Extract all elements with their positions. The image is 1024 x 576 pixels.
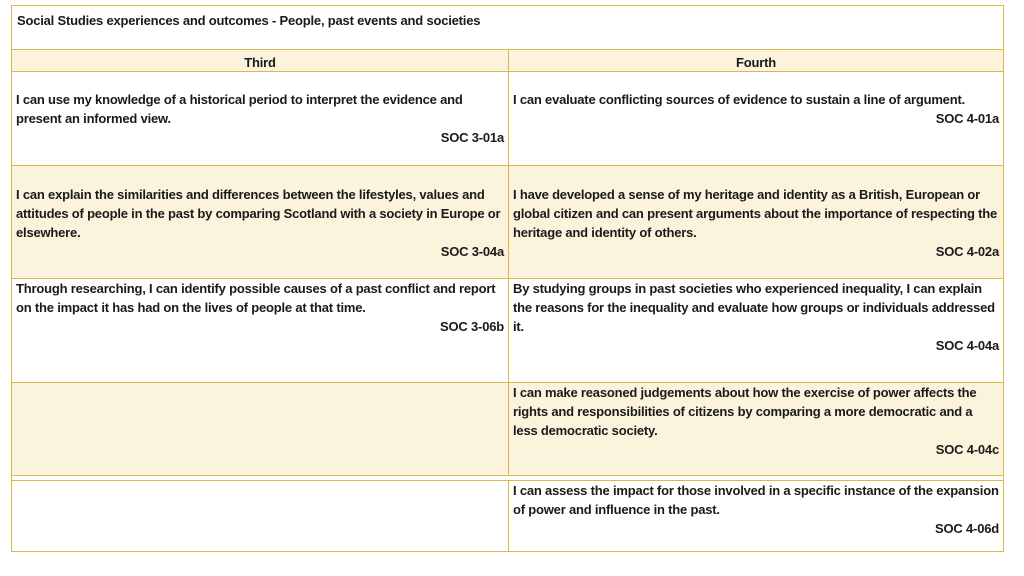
third-cell (12, 72, 509, 165)
column-header-fourth: Fourth (736, 55, 776, 70)
outcomes-table (11, 5, 1004, 552)
table-row (12, 480, 1003, 551)
outcome-text: I can use my knowledge of a historical period to interpret the evidence and present an informed view. (16, 92, 463, 126)
table-row (12, 383, 1003, 476)
outcome-code: SOC 4-06d (935, 521, 999, 536)
outcome-text: I can make reasoned judgements about how the exercise of power affects the rights and responsibilities of citizens by comparing a more democratic and a less democratic society. (513, 385, 977, 438)
third-cell (12, 279, 509, 382)
outcome-text: I can explain the similarities and differences between the lifestyles, values and attitudes of people in the past by comparing Scotland with a society in Europe or elsewhere. (16, 187, 501, 240)
outcome-code: SOC 3-04a (440, 244, 504, 259)
fourth-cell (509, 72, 1003, 165)
column-header-third: Third (12, 50, 509, 71)
fourth-cell (509, 383, 1003, 475)
third-cell (12, 481, 509, 551)
outcome-code: SOC 4-01a (935, 111, 999, 126)
outcome-code: SOC 3-01a (440, 130, 504, 145)
outcome-code: SOC 4-04c (935, 442, 999, 457)
fourth-cell (509, 481, 1003, 551)
third-cell (12, 166, 509, 278)
outcome-text: I have developed a sense of my heritage and identity as a British, European or global citizen and can present arguments about the importance of respecting the heritage and identity of others. (513, 187, 998, 240)
outcome-text: Through researching, I can identify possible causes of a past conflict and report on the impact it has had on the lives of people at that time. (16, 281, 496, 315)
third-cell (12, 383, 509, 475)
fourth-cell (509, 279, 1003, 382)
outcome-text: I can assess the impact for those involved in a specific instance of the expansion of power and influence in the past. (513, 483, 999, 517)
outcome-code: SOC 4-02a (935, 244, 999, 259)
table-row (12, 279, 1003, 383)
header-row (12, 50, 1003, 72)
table-title: Social Studies experiences and outcomes - People, past events and societies (12, 6, 1003, 50)
fourth-cell (509, 166, 1003, 278)
outcome-text: By studying groups in past societies who experienced inequality, I can explain the reasons for the inequality and evaluate how groups or individuals addressed it. (513, 281, 995, 334)
table-row (12, 166, 1003, 279)
table-row (12, 72, 1003, 166)
outcome-code: SOC 3-06b (440, 319, 504, 334)
outcome-code: SOC 4-04a (935, 338, 999, 353)
outcome-text: I can evaluate conflicting sources of evidence to sustain a line of argument. (513, 92, 965, 107)
